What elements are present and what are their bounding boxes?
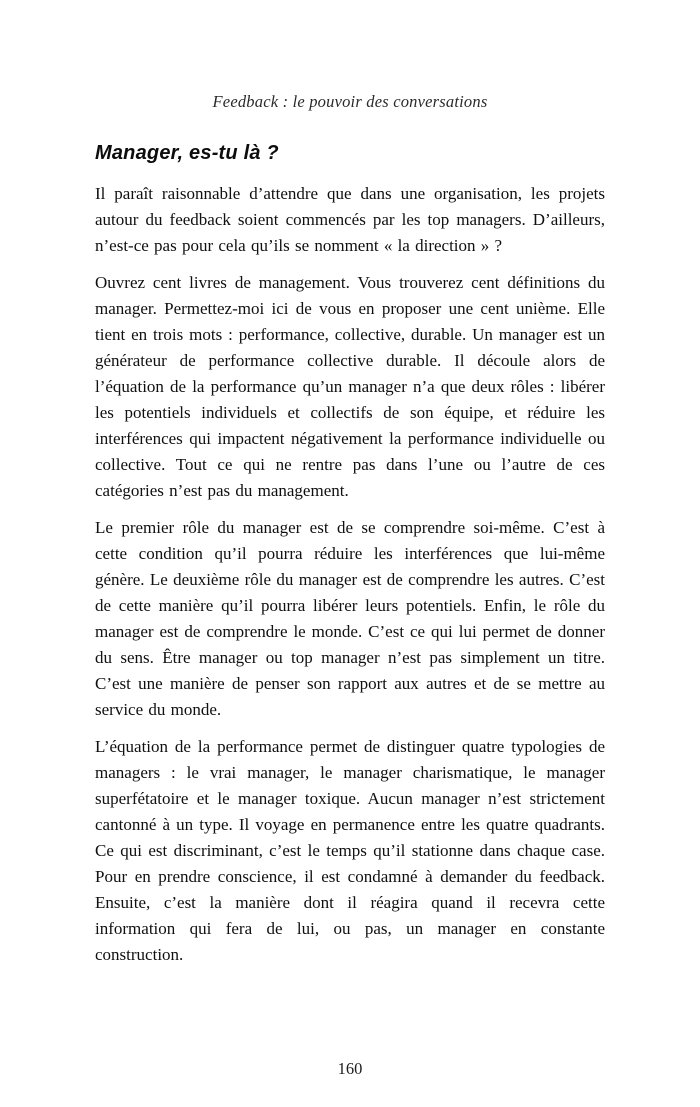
page-number: 160 [337, 1059, 363, 1078]
paragraph-3: Le premier rôle du manager est de se comprendre soi-même. C’est à cette condition qu’il pourra réduire les interférences que lui-même génère. Le deuxième rôle du manager est de comprendre les autres. C’est de cette manière qu’il pourra libérer leurs potentiels. Enfin, le rôle du manager est de comprendre le monde. C’est ce qui lui permet de donner du sens. Être manager ou top manager n’est pas simplement un titre. C’est une manière de penser son rapport aux autres et de se mettre au service du monde. [95, 518, 605, 719]
running-title: Feedback : le pouvoir des conversations [212, 92, 488, 111]
paragraph-4: L’équation de la performance permet de distinguer quatre typologies de managers : le vrai manager, le manager charismatique, le manager superfétatoire et le manager toxique. Aucun manager n’est strictement cantonné à un type. Il voyage en permanence entre les quatre quadrants. Ce qui est discriminant, c’est le temps qu’il stationne dans chaque case. Pour en prendre conscience, il est condamné à demander du feedback. Ensuite, c’est la manière dont il réagira quand il recevra cette information qui fera de lui, ou pas, un manager en constante construction. [95, 737, 605, 964]
paragraph-1: Il paraît raisonnable d’attendre que dans une organisation, les projets autour du feedback soient commencés par les top managers. D’ailleurs, n’est-ce pas pour cela qu’ils se nomment « la direction » ? [95, 184, 605, 255]
section-heading: Manager, es-tu là ? [95, 142, 279, 164]
paragraph-2: Ouvrez cent livres de management. Vous trouverez cent définitions du manager. Permettez-moi ici de vous en proposer une cent unième. Elle tient en trois mots : performance, collective, durable. Un manager est un générateur de performance collective durable. Il découle alors de l’équation de la performance qu’un manager n’a que deux rôles : libérer les potentiels individuels et collectifs de son équipe, et réduire les interférences qui impactent négativement la performance individuelle ou collective. Tout ce qui ne rentre pas dans l’une ou l’autre de ces catégories n’est pas du management. [95, 273, 605, 500]
